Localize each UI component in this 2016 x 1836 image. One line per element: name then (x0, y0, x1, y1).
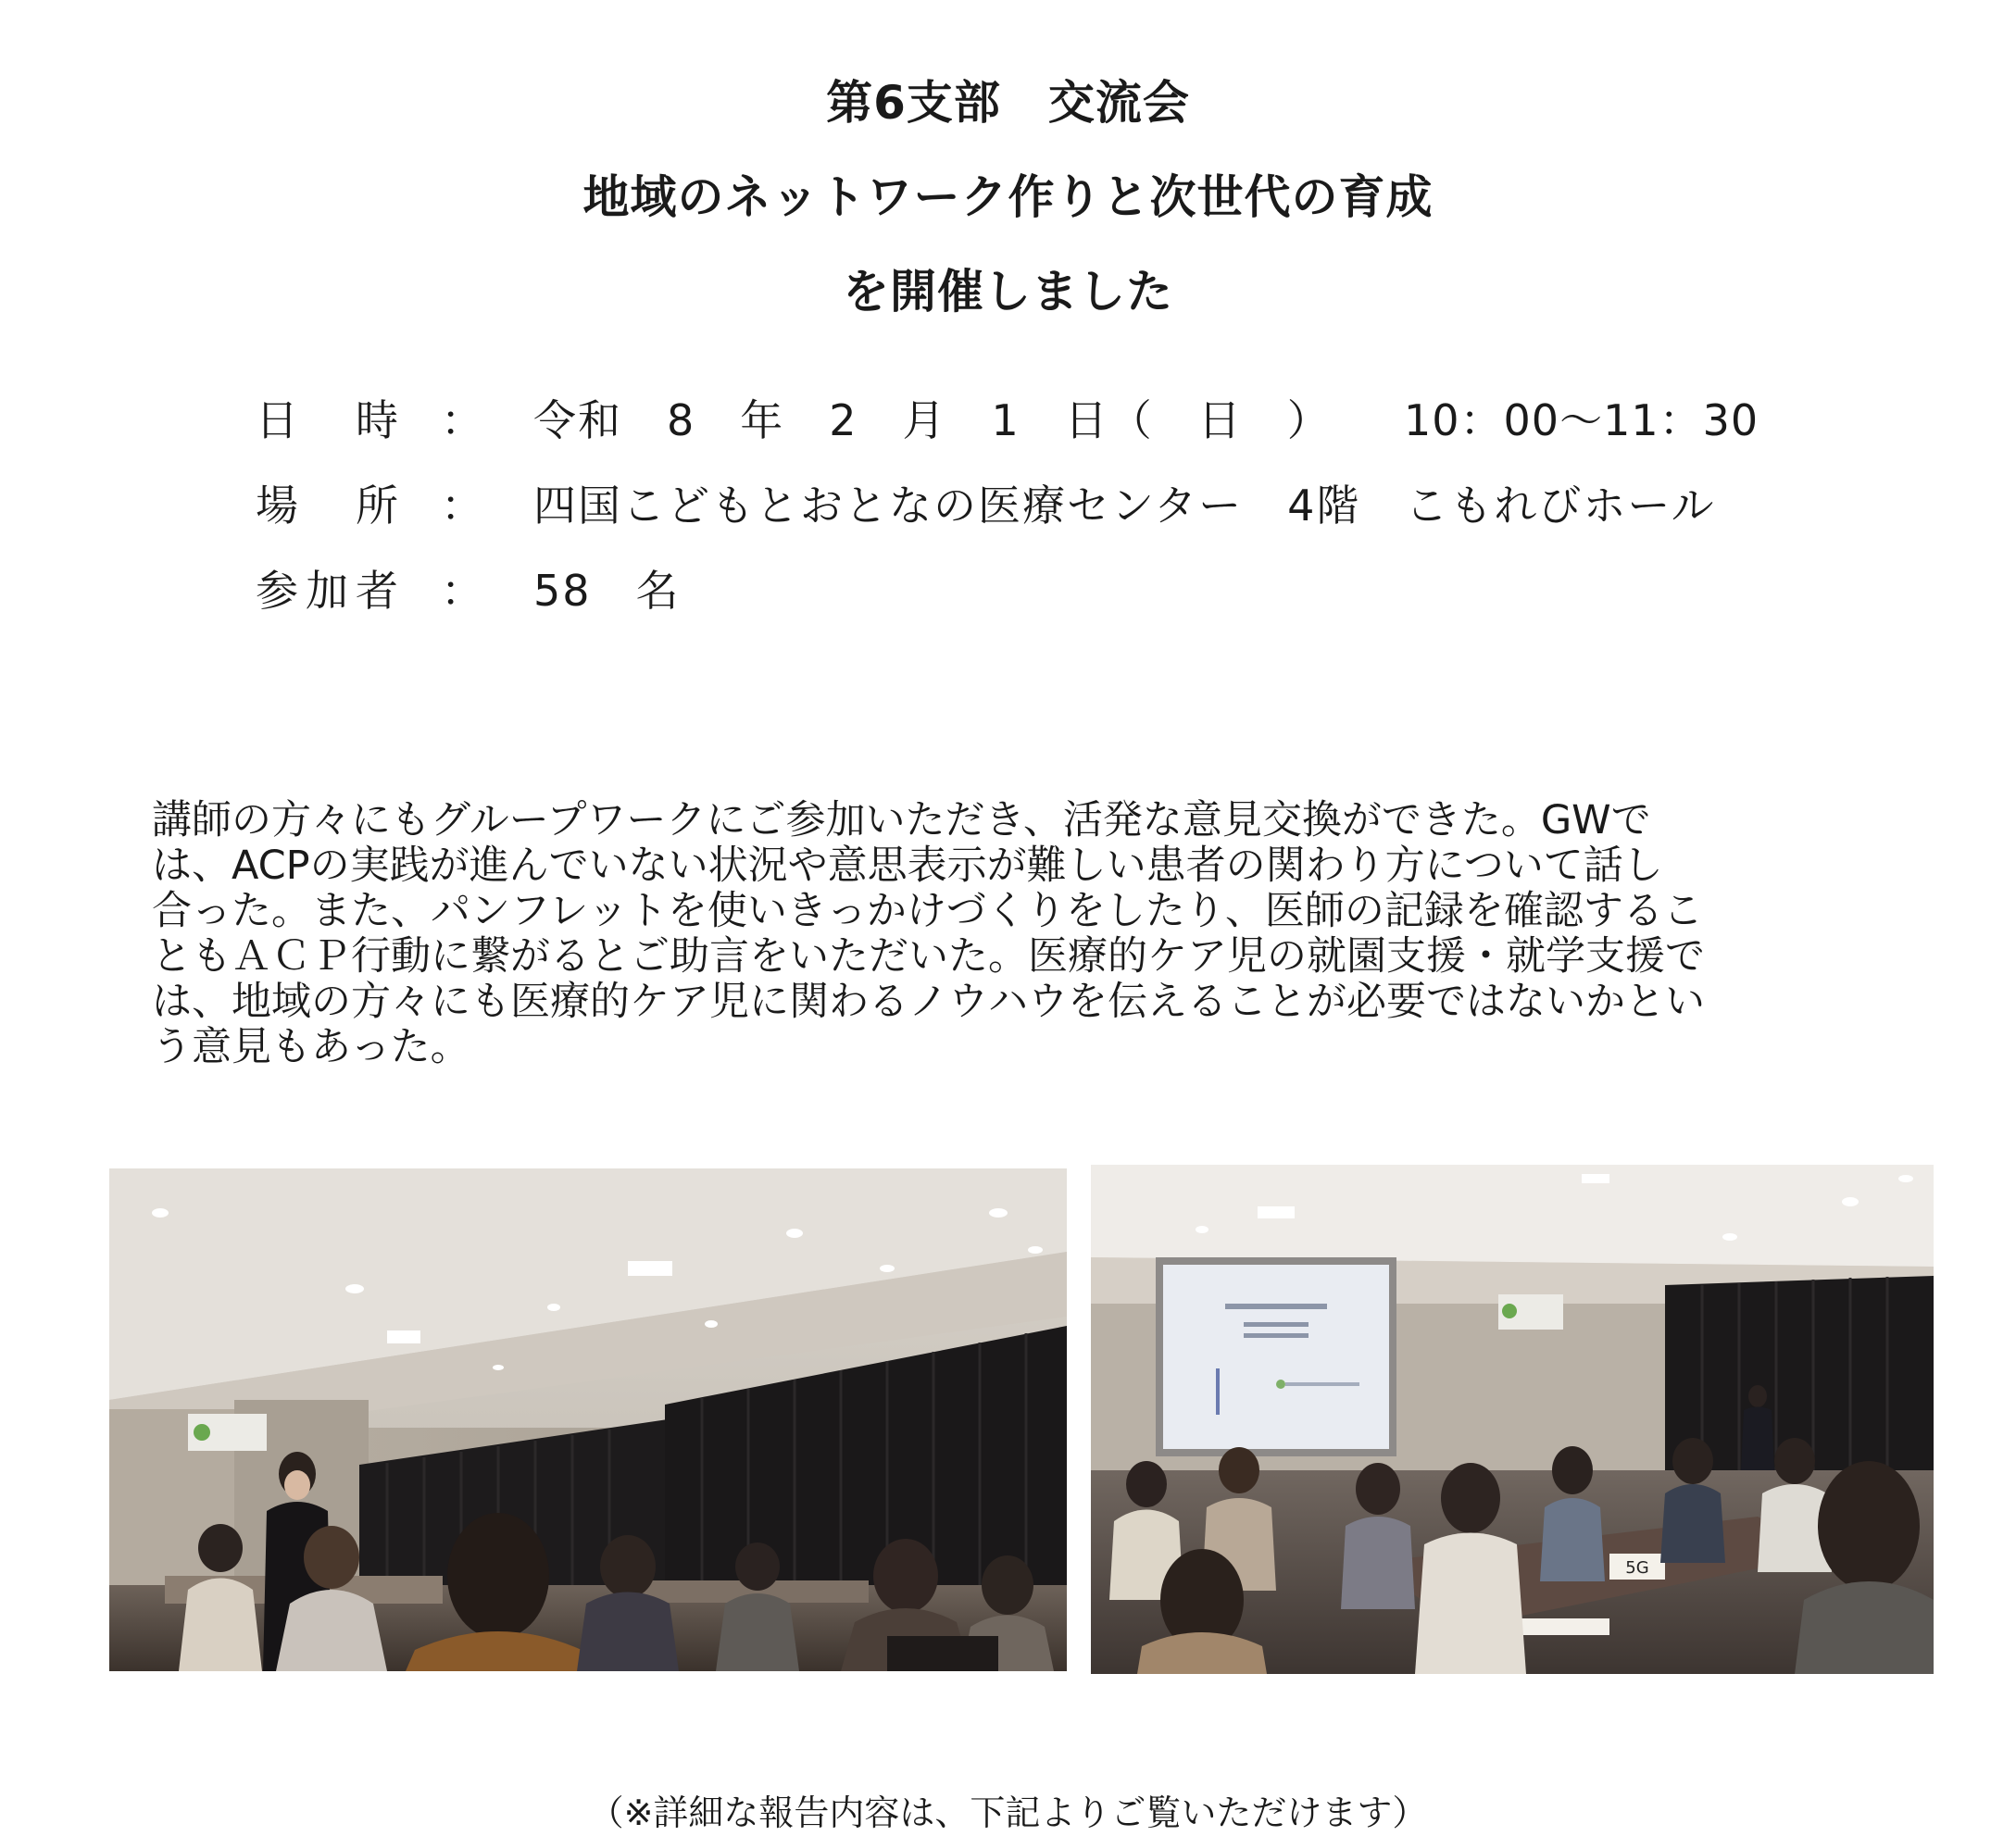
report-line: ともＡＣＰ行動に繋がるとご助言をいただいた。医療的ケア児の就園支援・就学支援で (152, 933, 1705, 980)
report-line: は、地域の方々にも医療的ケア児に関わるノウハウを伝えることが必要ではないかとい (152, 979, 1705, 1025)
time-value: 10：00～11：30 (1404, 395, 1759, 445)
photo-meeting-speaker-image (109, 1168, 1067, 1671)
place-colon: ： (441, 481, 483, 531)
title-block (0, 56, 2016, 339)
date-colon: ： (441, 395, 483, 445)
report-line: は、ACPの実践が進んでいない状況や意思表示が難しい患者の関わり方について話し (152, 843, 1663, 889)
photo-meeting-screen-image (1091, 1165, 1934, 1674)
attendees-colon: ： (441, 566, 483, 616)
place-label: 場 所 (256, 481, 406, 531)
report-text (152, 798, 1837, 1070)
table-sign: 5G (1625, 1558, 1649, 1578)
date-label: 日 時 (256, 395, 406, 445)
attendees-label: 参加者 (256, 566, 406, 616)
photo-meeting-screen (1091, 1165, 1934, 1674)
date-value: 令和 8 年 2 月 1 日（ 日 ） (533, 395, 1332, 445)
photo-meeting-speaker (109, 1168, 1067, 1671)
footer-note: （※詳細な報告内容は、下記よりご覧いただけます） (588, 1792, 1428, 1833)
title-theme: 地域のネットワーク作りと次世代の育成 (582, 170, 1434, 224)
report-line: 合った。また、パンフレットを使いきっかけづくりをしたり、医師の記録を確認するこ (152, 888, 1703, 934)
report-line: う意見もあった。 (152, 1024, 470, 1070)
title-branch: 第6支部 交流会 (826, 76, 1190, 130)
title-held: を開催しました (843, 265, 1173, 318)
attendees-value: 58 名 (533, 566, 681, 616)
place-value: 四国こどもとおとなの医療センター 4階 こもれびホール (533, 481, 1716, 531)
report-line: 講師の方々にもグループワークにご参加いただき、活発な意見交換ができた。GWで (152, 797, 1651, 843)
